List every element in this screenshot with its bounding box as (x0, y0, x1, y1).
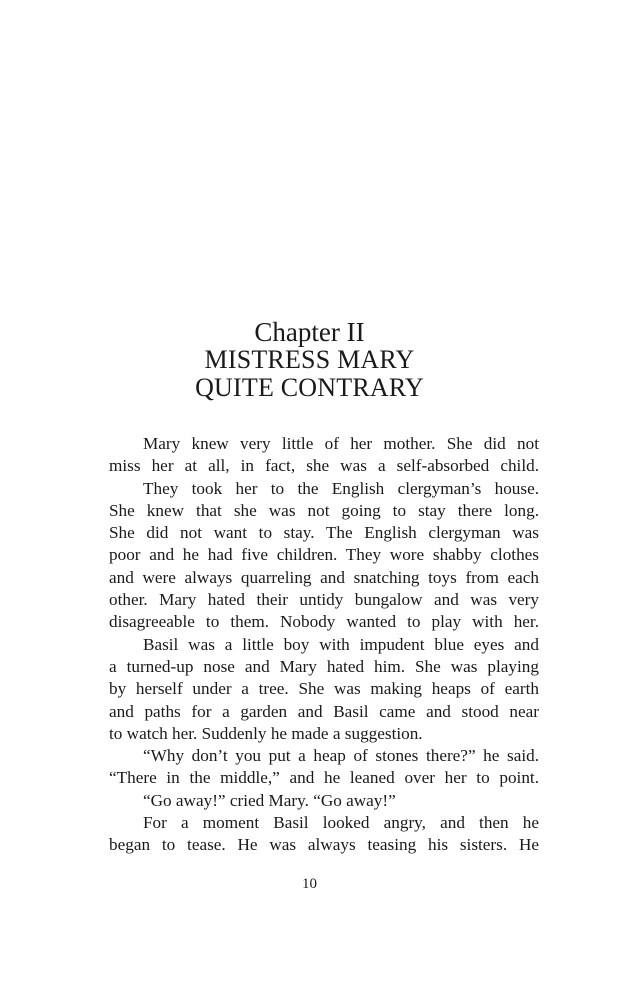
text-line: miss her at all, in fact, she was a self-absorbed child. (109, 456, 539, 476)
text-line: and were always quarreling and snatching toys from each (109, 567, 539, 587)
text-line: “Why don’t you put a heap of stones there?” he said. (143, 746, 539, 766)
text-line: poor and he had five children. They wore shabby clothes (109, 545, 539, 565)
text-line: by herself under a tree. She was making heaps of earth (109, 679, 539, 699)
text-line: For a moment Basil looked angry, and then he (143, 813, 539, 833)
body-text (109, 433, 539, 857)
text-line: to watch her. Suddenly he made a suggestion. (109, 723, 423, 743)
text-line: and paths for a garden and Basil came and stood near (109, 701, 539, 721)
text-line: “There in the middle,” and he leaned over her to point. (109, 768, 539, 788)
text-line: She did not want to stay. The English clergyman was (109, 523, 539, 543)
text-line: a turned-up nose and Mary hated him. She was playing (109, 656, 539, 676)
chapter-number: Chapter II (254, 317, 365, 347)
text-line: disagreeable to them. Nobody wanted to play with her. (109, 612, 539, 632)
text-line: other. Mary hated their untidy bungalow and was very (109, 590, 539, 610)
chapter-heading (0, 318, 619, 402)
chapter-title-line-2: QUITE CONTRARY (195, 373, 424, 402)
text-line: “Go away!” cried Mary. “Go away!” (143, 790, 396, 810)
chapter-title-line-1: MISTRESS MARY (204, 345, 415, 374)
text-line: Mary knew very little of her mother. She did not (143, 434, 539, 453)
text-line: They took her to the English clergyman’s house. (143, 478, 539, 498)
text-line: began to tease. He was always teasing his sisters. He (109, 835, 539, 855)
page-number: 10 (302, 876, 317, 892)
text-line: She knew that she was not going to stay there long. (109, 500, 539, 520)
text-line: Basil was a little boy with impudent blue eyes and (143, 634, 539, 654)
